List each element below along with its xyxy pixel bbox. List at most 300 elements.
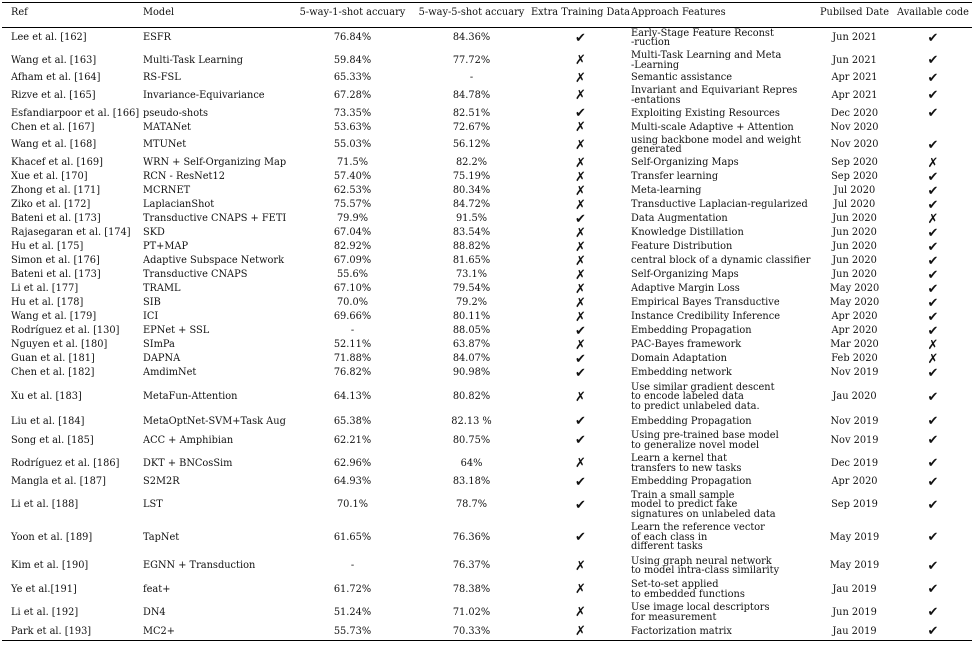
- cell-ref: Rizve et al. [165]: [11, 89, 96, 101]
- table-row: [2, 324, 972, 338]
- table-row: [2, 554, 972, 578]
- cell-one-shot: 59.84%: [333, 54, 372, 66]
- cell-features: Self-Organizing Maps: [631, 269, 739, 281]
- cell-model: ESFR: [143, 32, 172, 44]
- cell-date: Nov 2019: [830, 415, 879, 427]
- cell-date: Apr 2021: [831, 72, 878, 84]
- cell-model: Invariance-Equivariance: [143, 89, 265, 101]
- cell-one-shot: 62.96%: [333, 457, 372, 469]
- cell-ref: Bateni et al. [173]: [11, 213, 101, 225]
- cell-extra-data-check-icon: ✔: [575, 366, 586, 380]
- cell-model: WRN + Self-Organizing Map: [143, 157, 287, 169]
- cell-extra-data-cross-icon: ✗: [575, 184, 586, 198]
- header-ref: Ref: [11, 7, 28, 19]
- cell-date: May 2020: [829, 297, 880, 309]
- comparison-table: [2, 0, 972, 639]
- cell-five-shot: 76.36%: [452, 531, 491, 543]
- cell-extra-data-cross-icon: ✗: [575, 121, 586, 134]
- cell-one-shot: 62.53%: [333, 185, 372, 197]
- cell-extra-data-check-icon: ✔: [575, 433, 586, 448]
- cell-ref: Mangla et al. [187]: [11, 476, 106, 488]
- cell-one-shot: 67.04%: [333, 227, 372, 239]
- header-model: Model: [143, 7, 175, 19]
- cell-model: S2M2R: [143, 476, 180, 488]
- cell-code-check-icon: ✔: [927, 254, 939, 268]
- cell-features: Use image local descriptors for measurement: [631, 602, 770, 623]
- table-row: [2, 198, 972, 212]
- cell-model: MetaOptNet-SVM+Task Aug: [143, 415, 286, 427]
- cell-five-shot: 72.67%: [452, 121, 491, 133]
- cell-model: LaplacianShot: [143, 199, 215, 211]
- cell-five-shot: 90.98%: [452, 367, 491, 379]
- cell-date: May 2019: [829, 531, 880, 543]
- cell-code-check-icon: ✔: [927, 324, 939, 338]
- cell-date: Nov 2020: [830, 139, 879, 151]
- cell-ref: Ye et al.[191]: [11, 583, 77, 595]
- cell-features: Exploiting Existing Resources: [631, 107, 780, 119]
- cell-code-check-icon: ✔: [927, 268, 939, 282]
- cell-features: Domain Adaptation: [631, 353, 727, 365]
- cell-five-shot: 84.72%: [452, 199, 491, 211]
- cell-extra-data-cross-icon: ✗: [575, 240, 586, 254]
- table-row: [2, 240, 972, 254]
- cell-ref: Lee et al. [162]: [11, 32, 87, 44]
- cell-ref: Rajasegaran et al. [174]: [11, 227, 131, 239]
- table-row: [2, 134, 972, 156]
- cell-model: DN4: [143, 606, 166, 618]
- cell-features: Embedding Propagation: [631, 476, 752, 488]
- cell-code-cross-icon: ✗: [927, 338, 939, 352]
- cell-extra-data-cross-icon: ✗: [575, 582, 586, 597]
- cell-ref: Wang et al. [163]: [11, 54, 97, 66]
- cell-one-shot: 67.28%: [333, 89, 372, 101]
- cell-extra-data-cross-icon: ✗: [575, 282, 586, 296]
- cell-one-shot: 64.13%: [333, 391, 372, 403]
- cell-date: Jun 2020: [832, 269, 877, 281]
- cell-features: Empirical Bayes Transductive: [631, 297, 780, 309]
- cell-five-shot: 80.11%: [452, 311, 491, 323]
- cell-one-shot: 76.84%: [333, 32, 372, 44]
- cell-features: Use similar gradient descent to encode labeled data to predict unlabeled data.: [631, 381, 775, 412]
- cell-extra-data-check-icon: ✔: [575, 497, 586, 513]
- cell-features: Multi-Task Learning and Meta -Learning: [631, 50, 782, 71]
- cell-ref: Li et al. [188]: [11, 499, 79, 511]
- cell-features: Meta-learning: [631, 185, 702, 197]
- cell-features: Adaptive Margin Loss: [631, 283, 740, 295]
- header-date: Pubilsed Date: [819, 7, 890, 19]
- cell-features: Using pre-trained base model to generalize novel model: [631, 430, 779, 451]
- cell-ref: Xu et al. [183]: [11, 391, 82, 403]
- cell-one-shot: 61.72%: [333, 583, 372, 595]
- cell-ref: Esfandiarpoor et al. [166]: [11, 107, 140, 119]
- header-code: Available code: [897, 7, 969, 19]
- cell-features: central block of a dynamic classifier: [631, 255, 811, 267]
- cell-code-check-icon: ✔: [927, 530, 939, 545]
- cell-five-shot: 83.18%: [452, 476, 491, 488]
- cell-ref: Li et al. [177]: [11, 283, 79, 295]
- cell-five-shot: 76.37%: [452, 560, 491, 572]
- cell-date: Apr 2020: [831, 311, 878, 323]
- cell-one-shot: 82.92%: [333, 241, 372, 253]
- table-row: [2, 170, 972, 184]
- cell-code-check-icon: ✔: [927, 170, 939, 184]
- table-row: [2, 296, 972, 310]
- cell-model: feat+: [143, 583, 171, 595]
- cell-ref: Yoon et al. [189]: [11, 531, 93, 543]
- cell-date: May 2020: [829, 283, 880, 295]
- table-row: [2, 26, 972, 50]
- cell-features: Embedding network: [631, 367, 732, 379]
- cell-date: May 2019: [829, 560, 880, 572]
- cell-extra-data-check-icon: ✔: [575, 530, 586, 545]
- cell-five-shot: 78.38%: [452, 583, 491, 595]
- cell-extra-data-cross-icon: ✗: [575, 53, 586, 68]
- table-row: [2, 121, 972, 134]
- cell-five-shot: 88.05%: [452, 325, 491, 337]
- bottom-rule: [2, 640, 972, 641]
- cell-code-check-icon: ✔: [927, 30, 939, 46]
- cell-one-shot: 67.10%: [333, 283, 372, 295]
- cell-one-shot: -: [350, 560, 355, 572]
- cell-five-shot: 81.65%: [452, 255, 491, 267]
- table-row: [2, 310, 972, 324]
- cell-features: Semantic assistance: [631, 72, 733, 84]
- cell-extra-data-cross-icon: ✗: [575, 624, 586, 639]
- cell-one-shot: 55.73%: [333, 625, 372, 637]
- cell-date: Jun 2021: [832, 54, 877, 66]
- cell-date: Mar 2020: [830, 339, 879, 351]
- cell-one-shot: 73.35%: [333, 107, 372, 119]
- cell-one-shot: 71.88%: [333, 353, 372, 365]
- cell-model: AmdimNet: [143, 367, 197, 379]
- cell-date: Jun 2019: [832, 606, 877, 618]
- cell-model: RCN - ResNet12: [143, 171, 225, 183]
- cell-features: Train a small sample model to predict fake signatures on unlabeled data: [631, 489, 776, 520]
- cell-five-shot: 82.13 %: [451, 415, 492, 427]
- cell-features: PAC-Bayes framework: [631, 339, 742, 351]
- table-row: [2, 50, 972, 71]
- header-features: Approach Features: [631, 7, 726, 19]
- table-row: [2, 212, 972, 226]
- cell-ref: Nguyen et al. [180]: [11, 339, 108, 351]
- table-row: [2, 106, 972, 121]
- table-row: [2, 226, 972, 240]
- cell-features: Transfer learning: [631, 171, 719, 183]
- cell-code-check-icon: ✔: [927, 88, 939, 103]
- cell-date: Sep 2019: [831, 499, 878, 511]
- cell-ref: Xue et al. [170]: [11, 171, 88, 183]
- cell-five-shot: 82.51%: [452, 107, 491, 119]
- cell-code: [894, 121, 972, 134]
- cell-ref: Ziko et al. [172]: [11, 199, 91, 211]
- cell-five-shot: 79.2%: [455, 297, 488, 309]
- cell-extra-data-cross-icon: ✗: [575, 71, 586, 85]
- cell-date: Nov 2019: [830, 434, 879, 446]
- cell-model: SImPa: [143, 339, 175, 351]
- cell-five-shot: 77.72%: [452, 54, 491, 66]
- cell-ref: Guan et al. [181]: [11, 353, 95, 365]
- table-row: [2, 282, 972, 296]
- cell-extra-data-cross-icon: ✗: [575, 558, 586, 574]
- cell-one-shot: 70.1%: [336, 499, 369, 511]
- cell-model: MC2+: [143, 625, 175, 637]
- cell-ref: Kim et al. [190]: [11, 560, 89, 572]
- cell-date: Dec 2019: [830, 457, 879, 469]
- cell-extra-data-check-icon: ✔: [575, 106, 586, 121]
- cell-code-check-icon: ✔: [927, 605, 939, 620]
- cell-features: Data Augmentation: [631, 213, 728, 225]
- cell-one-shot: 79.9%: [336, 213, 369, 225]
- cell-model: Transductive CNAPS: [143, 269, 248, 281]
- cell-five-shot: 64%: [460, 457, 483, 469]
- cell-extra-data-cross-icon: ✗: [575, 310, 586, 324]
- cell-five-shot: 88.82%: [452, 241, 491, 253]
- cell-extra-data-cross-icon: ✗: [575, 296, 586, 310]
- table-row: [2, 475, 972, 489]
- cell-code-check-icon: ✔: [927, 282, 939, 296]
- cell-date: Feb 2020: [831, 353, 878, 365]
- cell-one-shot: 75.57%: [333, 199, 372, 211]
- cell-extra-data-check-icon: ✔: [575, 30, 586, 46]
- table-row: [2, 429, 972, 452]
- cell-date: Sep 2020: [831, 157, 878, 169]
- cell-code-check-icon: ✔: [927, 366, 939, 380]
- cell-five-shot: 56.12%: [452, 139, 491, 151]
- table-row: [2, 624, 972, 639]
- cell-five-shot: 84.78%: [452, 89, 491, 101]
- cell-five-shot: 75.19%: [452, 171, 491, 183]
- cell-code-check-icon: ✔: [927, 414, 939, 429]
- cell-code-check-icon: ✔: [927, 106, 939, 121]
- cell-ref: Khacef et al. [169]: [11, 157, 103, 169]
- cell-extra-data-cross-icon: ✗: [575, 389, 586, 405]
- cell-ref: Park et al. [193]: [11, 625, 92, 637]
- table-row: [2, 71, 972, 85]
- table-row: [2, 268, 972, 282]
- cell-model: MTUNet: [143, 139, 187, 151]
- cell-ref: Bateni et al. [173]: [11, 269, 101, 281]
- cell-ref: Hu et al. [175]: [11, 241, 84, 253]
- cell-date: Jul 2020: [833, 185, 876, 197]
- cell-extra-data-cross-icon: ✗: [575, 338, 586, 352]
- cell-five-shot: 84.07%: [452, 353, 491, 365]
- cell-code-check-icon: ✔: [927, 240, 939, 254]
- cell-extra-data-cross-icon: ✗: [575, 88, 586, 103]
- header-rule: [2, 27, 972, 28]
- cell-one-shot: 61.65%: [333, 531, 372, 543]
- cell-one-shot: 70.0%: [336, 297, 369, 309]
- cell-model: ICI: [143, 311, 159, 323]
- cell-ref: Song et al. [185]: [11, 434, 94, 446]
- cell-model: TRAML: [143, 283, 181, 295]
- table-row: [2, 601, 972, 624]
- cell-features: Factorization matrix: [631, 625, 732, 637]
- table-row: [2, 338, 972, 352]
- cell-ref: Wang et al. [168]: [11, 139, 97, 151]
- cell-ref: Rodríguez et al. [130]: [11, 325, 120, 337]
- cell-ref: Chen et al. [182]: [11, 367, 95, 379]
- cell-model: EGNN + Transduction: [143, 560, 256, 572]
- cell-model: ACC + Amphibian: [143, 434, 234, 446]
- cell-features: Multi-scale Adaptive + Attention: [631, 121, 794, 133]
- cell-five-shot: 83.54%: [452, 227, 491, 239]
- cell-date: Nov 2020: [830, 121, 879, 133]
- table-row: [2, 85, 972, 106]
- header-extra-data: Extra Training Data: [530, 7, 631, 19]
- cell-five-shot: 71.02%: [452, 606, 491, 618]
- cell-code-check-icon: ✔: [927, 475, 939, 489]
- cell-extra-data-check-icon: ✔: [575, 414, 586, 429]
- cell-features: Embedding Propagation: [631, 325, 752, 337]
- cell-ref: Li et al. [192]: [11, 606, 79, 618]
- cell-date: Sep 2020: [831, 171, 878, 183]
- cell-code-check-icon: ✔: [927, 582, 939, 597]
- cell-five-shot: 80.75%: [452, 434, 491, 446]
- cell-date: Apr 2020: [831, 325, 878, 337]
- cell-model: RS-FSL: [143, 72, 181, 84]
- cell-model: DKT + BNCosSim: [143, 457, 233, 469]
- cell-one-shot: 65.33%: [333, 72, 372, 84]
- cell-extra-data-check-icon: ✔: [575, 352, 586, 366]
- cell-extra-data-cross-icon: ✗: [575, 156, 586, 170]
- cell-features: Instance Credibility Inference: [631, 311, 781, 323]
- cell-one-shot: 55.03%: [333, 139, 372, 151]
- cell-five-shot: 63.87%: [452, 339, 491, 351]
- table-row: [2, 380, 972, 414]
- cell-five-shot: 70.33%: [452, 625, 491, 637]
- cell-code-check-icon: ✔: [927, 71, 939, 85]
- cell-one-shot: 65.38%: [333, 415, 372, 427]
- cell-extra-data-cross-icon: ✗: [575, 170, 586, 184]
- cell-model: Adaptive Subspace Network: [143, 255, 285, 267]
- table-row: [2, 184, 972, 198]
- cell-one-shot: 53.63%: [333, 121, 372, 133]
- cell-code-check-icon: ✔: [927, 198, 939, 212]
- table-row: [2, 254, 972, 268]
- cell-five-shot: 91.5%: [455, 213, 488, 225]
- cell-date: Jau 2020: [832, 391, 877, 403]
- cell-one-shot: 51.24%: [333, 606, 372, 618]
- cell-five-shot: 80.82%: [452, 391, 491, 403]
- cell-ref: Afham et al. [164]: [11, 72, 101, 84]
- cell-code-check-icon: ✔: [927, 433, 939, 448]
- table-row: [2, 352, 972, 366]
- cell-model: MATANet: [143, 121, 191, 133]
- cell-model: EPNet + SSL: [143, 325, 210, 337]
- cell-model: Multi-Task Learning: [143, 54, 244, 66]
- cell-features: Early-Stage Feature Reconst -ruction: [631, 27, 774, 48]
- cell-extra-data-check-icon: ✔: [575, 324, 586, 338]
- cell-ref: Chen et al. [167]: [11, 121, 95, 133]
- header-one-shot: 5-way-1-shot accuary: [299, 7, 406, 19]
- cell-extra-data-cross-icon: ✗: [575, 254, 586, 268]
- cell-one-shot: 71.5%: [336, 157, 369, 169]
- cell-ref: Zhong et al. [171]: [11, 185, 101, 197]
- cell-code-check-icon: ✔: [927, 310, 939, 324]
- cell-one-shot: 64.93%: [333, 476, 372, 488]
- cell-one-shot: 62.21%: [333, 434, 372, 446]
- cell-date: Dec 2020: [830, 107, 879, 119]
- cell-code-check-icon: ✔: [927, 184, 939, 198]
- cell-features: Embedding Propagation: [631, 415, 752, 427]
- header-five-shot: 5-way-5-shot accuary: [418, 7, 525, 19]
- cell-extra-data-cross-icon: ✗: [575, 226, 586, 240]
- cell-one-shot: 67.09%: [333, 255, 372, 267]
- cell-code-check-icon: ✔: [927, 389, 939, 405]
- cell-date: Jun 2020: [832, 241, 877, 253]
- cell-five-shot: -: [469, 72, 474, 84]
- cell-five-shot: 78.7%: [455, 499, 488, 511]
- cell-extra-data-cross-icon: ✗: [575, 268, 586, 282]
- cell-extra-data-cross-icon: ✗: [575, 137, 586, 153]
- cell-code-cross-icon: ✗: [927, 156, 939, 170]
- table-row: [2, 521, 972, 554]
- cell-date: Jun 2020: [832, 255, 877, 267]
- cell-code-check-icon: ✔: [927, 296, 939, 310]
- cell-five-shot: 73.1%: [455, 269, 488, 281]
- cell-features: using backbone model and weight generated: [631, 134, 801, 155]
- cell-date: Jun 2020: [832, 213, 877, 225]
- table-row: [2, 156, 972, 170]
- cell-date: Apr 2021: [831, 89, 878, 101]
- cell-one-shot: -: [350, 325, 355, 337]
- cell-date: Jul 2020: [833, 199, 876, 211]
- cell-code-cross-icon: ✗: [927, 352, 939, 366]
- cell-date: Jun 2021: [832, 32, 877, 44]
- cell-one-shot: 69.66%: [333, 311, 372, 323]
- cell-code-check-icon: ✔: [927, 456, 939, 471]
- cell-extra-data-check-icon: ✔: [575, 212, 586, 226]
- cell-model: pseudo-shots: [143, 107, 209, 119]
- table-row: [2, 414, 972, 429]
- cell-five-shot: 79.54%: [452, 283, 491, 295]
- cell-extra-data-check-icon: ✔: [575, 475, 586, 489]
- cell-code-check-icon: ✔: [927, 53, 939, 68]
- cell-date: Apr 2020: [831, 476, 878, 488]
- cell-ref: Hu et al. [178]: [11, 297, 84, 309]
- cell-one-shot: 57.40%: [333, 171, 372, 183]
- cell-ref: Wang et al. [179]: [11, 311, 97, 323]
- table-row: [2, 452, 972, 475]
- header-row: [2, 0, 972, 26]
- cell-features: Knowledge Distillation: [631, 227, 744, 239]
- cell-model: PT+MAP: [143, 241, 189, 253]
- cell-features: Set-to-set applied to embedded functions: [631, 579, 745, 600]
- cell-ref: Simon et al. [176]: [11, 255, 100, 267]
- cell-extra-data-cross-icon: ✗: [575, 456, 586, 471]
- cell-features: Feature Distribution: [631, 241, 733, 253]
- cell-one-shot: 55.6%: [336, 269, 369, 281]
- cell-features: Invariant and Equivariant Repres -entations: [631, 85, 798, 106]
- cell-model: DAPNA: [143, 353, 181, 365]
- table-row: [2, 489, 972, 521]
- cell-ref: Liu et al. [184]: [11, 415, 85, 427]
- cell-model: SIB: [143, 297, 161, 309]
- cell-model: SKD: [143, 227, 165, 239]
- cell-model: LST: [143, 499, 163, 511]
- cell-five-shot: 84.36%: [452, 32, 491, 44]
- table-row: [2, 578, 972, 601]
- cell-extra-data-cross-icon: ✗: [575, 605, 586, 620]
- cell-one-shot: 76.82%: [333, 367, 372, 379]
- table-row: [2, 366, 972, 380]
- cell-date: Jau 2019: [832, 583, 877, 595]
- cell-code-check-icon: ✔: [927, 226, 939, 240]
- cell-model: TapNet: [143, 531, 180, 543]
- cell-code-check-icon: ✔: [927, 624, 939, 639]
- table-body: [2, 26, 972, 639]
- cell-model: MCRNET: [143, 185, 191, 197]
